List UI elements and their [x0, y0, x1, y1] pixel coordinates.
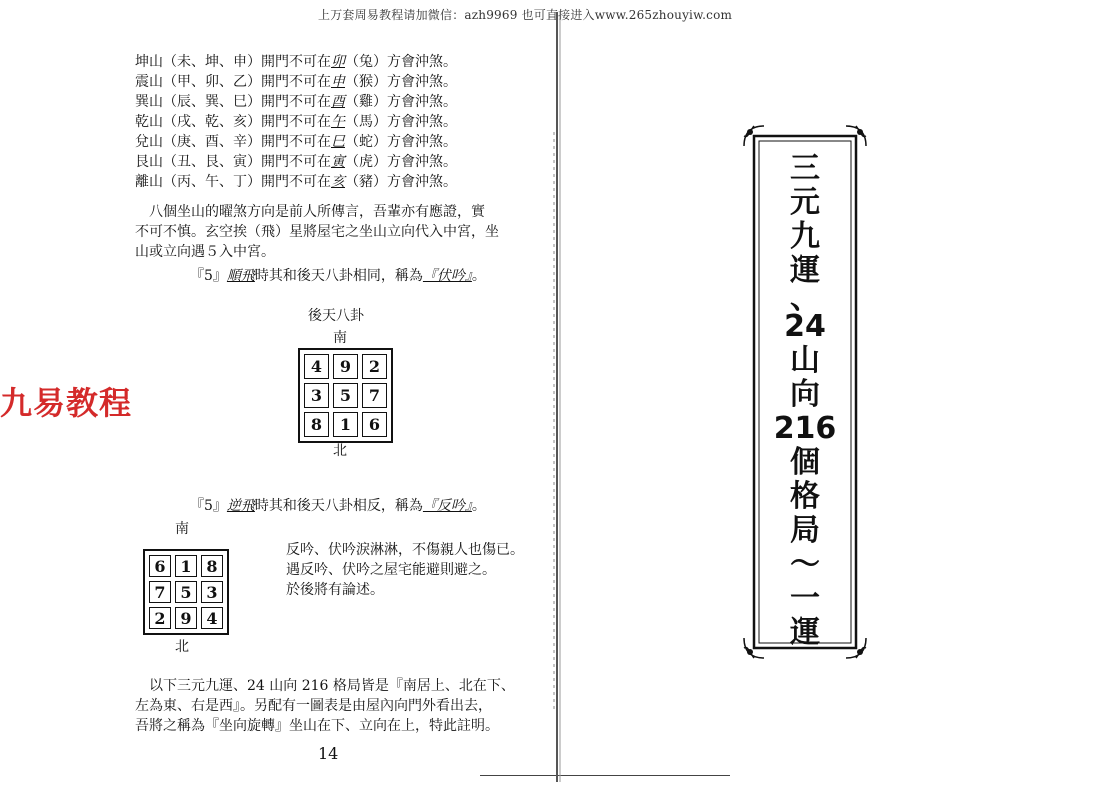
grid1-title: 後天八卦: [308, 308, 364, 324]
list-item: 震山（甲、卯、乙）開門不可在申（猴）方會沖煞。: [135, 74, 457, 90]
grid-cell: 6: [149, 555, 171, 577]
grid-cell: 9: [333, 354, 358, 379]
paragraph-intro: [135, 202, 499, 262]
cover-title-char: 24: [784, 309, 826, 344]
cover-title-char: ～: [790, 547, 820, 582]
list-item: 艮山（丑、艮、寅）開門不可在寅（虎）方會沖煞。: [135, 154, 457, 170]
grid-cell: 8: [304, 412, 329, 437]
cover-title: [770, 152, 840, 650]
header-ad-text: 上万套周易教程请加微信：azh9969 也可直接进入www.265zhouyiw.com: [318, 8, 733, 22]
cover-title-char: 九: [790, 219, 820, 254]
paragraph-note: [135, 676, 515, 736]
cover-title-char: 運: [790, 615, 820, 650]
page-number: 14: [318, 744, 339, 763]
grid-cell: 7: [149, 581, 171, 603]
watermark-logo: 九易教程: [0, 384, 133, 422]
cover-title-char: 格: [790, 479, 820, 514]
cover-title-char: 局: [790, 513, 820, 548]
paragraph-line: 以下三元九運、24 山向 216 格局皆是『南居上、北在下、: [135, 678, 515, 694]
list-item: 乾山（戌、乾、亥）開門不可在午（馬）方會沖煞。: [135, 114, 457, 130]
grid1-south-label: 南: [333, 330, 347, 346]
grid-cell: 5: [333, 383, 358, 408]
side-verse: [286, 540, 524, 600]
paragraph-line: 八個坐山的曜煞方向是前人所傳言，吾輩亦有應證，實: [135, 204, 485, 220]
book-gutter: [551, 12, 565, 782]
cover-title-char: 山: [790, 343, 820, 378]
list-item: 離山（丙、午、丁）開門不可在亥（豬）方會沖煞。: [135, 174, 457, 190]
grid-cell: 2: [149, 607, 171, 629]
later-heaven-grid: [298, 348, 393, 443]
grid2-south-label: 南: [175, 521, 189, 537]
cover-title-char: 、: [790, 281, 820, 316]
grid-cell: 9: [175, 607, 197, 629]
cover-title-char: 向: [790, 377, 820, 412]
paragraph-line: 吾將之稱為『坐向旋轉』坐山在下、立向在上，特此註明。: [135, 718, 499, 734]
grid-cell: 7: [362, 383, 387, 408]
grid-cell: 3: [304, 383, 329, 408]
list-item: 坤山（未、坤、申）開門不可在卯（兔）方會沖煞。: [135, 54, 457, 70]
cover-title-char: 216: [773, 411, 837, 446]
shun-fei-line: 『5』順飛時其和後天八卦相同，稱為『伏吟』。: [190, 268, 486, 284]
cover-title-char: 個: [790, 445, 820, 480]
grid1-north-label: 北: [333, 443, 347, 459]
sha-direction-list: [135, 52, 457, 192]
grid-cell: 4: [304, 354, 329, 379]
grid-cell: 3: [201, 581, 223, 603]
grid-cell: 4: [201, 607, 223, 629]
bottom-rule: [480, 775, 730, 776]
list-item: 兌山（庚、酉、辛）開門不可在巳（蛇）方會沖煞。: [135, 134, 457, 150]
grid2-north-label: 北: [175, 639, 189, 655]
grid-cell: 8: [201, 555, 223, 577]
paragraph-line: 左為東、右是西』。另配有一圖表是由屋內向門外看出去，: [135, 698, 492, 714]
grid-cell: 1: [175, 555, 197, 577]
paragraph-line: 不可不慎。玄空挨（飛）星將屋宅之坐山立向代入中宮，坐: [135, 224, 499, 240]
verse-line: 反吟、伏吟淚淋淋，不傷親人也傷已。: [286, 542, 524, 558]
paragraph-line: 山或立向遇５入中宮。: [135, 244, 275, 260]
grid-cell: 5: [175, 581, 197, 603]
reverse-grid: [143, 549, 229, 635]
verse-line: 於後將有論述。: [286, 582, 384, 598]
grid-cell: 1: [333, 412, 358, 437]
cover-title-char: 一: [790, 581, 820, 616]
verse-line: 遇反吟、伏吟之屋宅能避則避之。: [286, 562, 496, 578]
cover-title-char: 元: [790, 185, 820, 220]
cover-title-char: 三: [790, 151, 820, 186]
cover-title-char: 運: [790, 253, 820, 288]
grid-cell: 2: [362, 354, 387, 379]
list-item: 巽山（辰、巽、巳）開門不可在酉（雞）方會沖煞。: [135, 94, 457, 110]
grid-cell: 6: [362, 412, 387, 437]
ni-fei-line: 『5』逆飛時其和後天八卦相反，稱為『反吟』。: [190, 498, 486, 514]
